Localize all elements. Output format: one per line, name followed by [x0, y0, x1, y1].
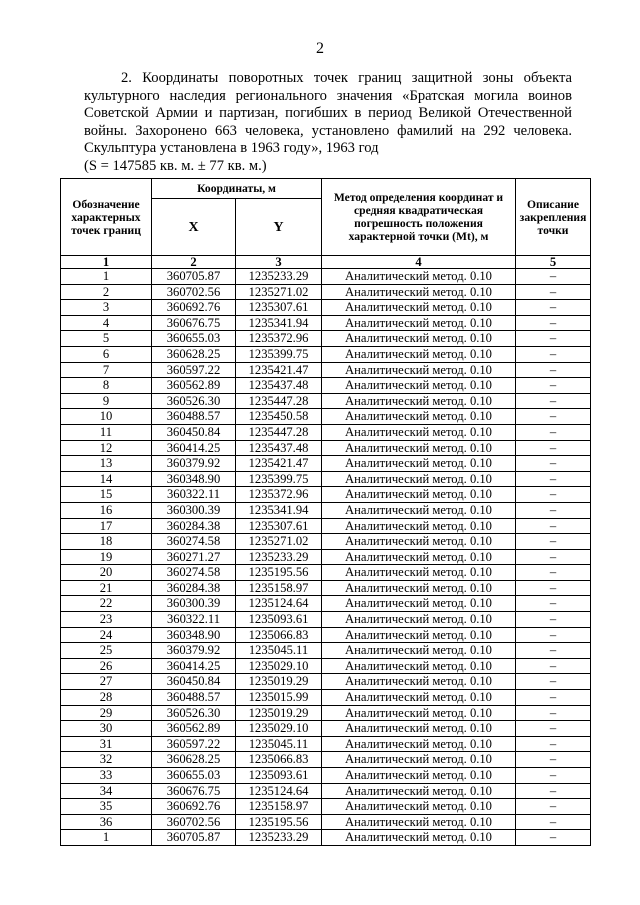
y-coordinate-cell: 1235372.96	[236, 331, 322, 347]
x-coordinate-cell: 360628.25	[152, 346, 236, 362]
table-row	[61, 284, 591, 300]
x-coordinate-cell: 360348.90	[152, 471, 236, 487]
table-row	[61, 456, 591, 472]
method-cell: Аналитический метод. 0.10	[322, 799, 516, 815]
table-row	[61, 300, 591, 316]
description-cell: –	[516, 674, 591, 690]
method-cell: Аналитический метод. 0.10	[322, 690, 516, 706]
method-cell: Аналитический метод. 0.10	[322, 315, 516, 331]
method-cell: Аналитический метод. 0.10	[322, 362, 516, 378]
description-cell: –	[516, 471, 591, 487]
y-coordinate-cell: 1235158.97	[236, 580, 322, 596]
table-row	[61, 487, 591, 503]
y-coordinate-cell: 1235233.29	[236, 269, 322, 285]
table-row	[61, 690, 591, 706]
description-cell: –	[516, 409, 591, 425]
column-number: 5	[516, 256, 591, 269]
y-coordinate-cell: 1235019.29	[236, 674, 322, 690]
description-cell: –	[516, 768, 591, 784]
y-coordinate-cell: 1235447.28	[236, 424, 322, 440]
table-row	[61, 643, 591, 659]
method-cell: Аналитический метод. 0.10	[322, 393, 516, 409]
x-coordinate-cell: 360274.58	[152, 565, 236, 581]
x-coordinate-cell: 360414.25	[152, 658, 236, 674]
point-cell: 14	[61, 471, 152, 487]
table-row	[61, 768, 591, 784]
point-cell: 32	[61, 752, 152, 768]
y-coordinate-cell: 1235399.75	[236, 346, 322, 362]
description-cell: –	[516, 487, 591, 503]
table-row	[61, 534, 591, 550]
y-coordinate-cell: 1235093.61	[236, 768, 322, 784]
x-coordinate-cell: 360414.25	[152, 440, 236, 456]
table-row	[61, 674, 591, 690]
description-cell: –	[516, 814, 591, 830]
x-coordinate-cell: 360284.38	[152, 580, 236, 596]
method-cell: Аналитический метод. 0.10	[322, 612, 516, 628]
y-coordinate-cell: 1235158.97	[236, 799, 322, 815]
point-cell: 33	[61, 768, 152, 784]
point-cell: 31	[61, 736, 152, 752]
y-coordinate-cell: 1235372.96	[236, 487, 322, 503]
x-coordinate-cell: 360705.87	[152, 269, 236, 285]
table-row	[61, 830, 591, 846]
description-cell: –	[516, 502, 591, 518]
table-row	[61, 612, 591, 628]
point-cell: 12	[61, 440, 152, 456]
point-cell: 11	[61, 424, 152, 440]
method-cell: Аналитический метод. 0.10	[322, 471, 516, 487]
y-coordinate-cell: 1235195.56	[236, 565, 322, 581]
description-cell: –	[516, 269, 591, 285]
method-cell: Аналитический метод. 0.10	[322, 378, 516, 394]
header-y: Y	[236, 199, 322, 256]
table-row	[61, 549, 591, 565]
point-cell: 34	[61, 783, 152, 799]
method-cell: Аналитический метод. 0.10	[322, 284, 516, 300]
y-coordinate-cell: 1235271.02	[236, 284, 322, 300]
y-coordinate-cell: 1235271.02	[236, 534, 322, 550]
x-coordinate-cell: 360379.92	[152, 643, 236, 659]
description-cell: –	[516, 346, 591, 362]
point-cell: 35	[61, 799, 152, 815]
method-cell: Аналитический метод. 0.10	[322, 596, 516, 612]
y-coordinate-cell: 1235399.75	[236, 471, 322, 487]
x-coordinate-cell: 360300.39	[152, 502, 236, 518]
table-row	[61, 518, 591, 534]
x-coordinate-cell: 360692.76	[152, 799, 236, 815]
description-cell: –	[516, 627, 591, 643]
point-cell: 17	[61, 518, 152, 534]
method-cell: Аналитический метод. 0.10	[322, 752, 516, 768]
description-cell: –	[516, 362, 591, 378]
description-cell: –	[516, 456, 591, 472]
point-cell: 10	[61, 409, 152, 425]
point-cell: 4	[61, 315, 152, 331]
x-coordinate-cell: 360348.90	[152, 627, 236, 643]
description-cell: –	[516, 705, 591, 721]
table-row	[61, 502, 591, 518]
method-cell: Аналитический метод. 0.10	[322, 627, 516, 643]
point-cell: 13	[61, 456, 152, 472]
table-row	[61, 346, 591, 362]
y-coordinate-cell: 1235421.47	[236, 456, 322, 472]
method-cell: Аналитический метод. 0.10	[322, 424, 516, 440]
x-coordinate-cell: 360655.03	[152, 768, 236, 784]
x-coordinate-cell: 360597.22	[152, 736, 236, 752]
point-cell: 27	[61, 674, 152, 690]
table-row	[61, 736, 591, 752]
header-method: Метод определения координат и средняя квадратическая погрешность положения характерной точки (Mt), м	[322, 179, 516, 256]
x-coordinate-cell: 360526.30	[152, 705, 236, 721]
x-coordinate-cell: 360322.11	[152, 612, 236, 628]
point-cell: 23	[61, 612, 152, 628]
method-cell: Аналитический метод. 0.10	[322, 269, 516, 285]
description-cell: –	[516, 331, 591, 347]
y-coordinate-cell: 1235019.29	[236, 705, 322, 721]
table-row	[61, 393, 591, 409]
y-coordinate-cell: 1235307.61	[236, 518, 322, 534]
description-cell: –	[516, 315, 591, 331]
point-cell: 1	[61, 269, 152, 285]
point-cell: 5	[61, 331, 152, 347]
point-cell: 3	[61, 300, 152, 316]
description-cell: –	[516, 783, 591, 799]
x-coordinate-cell: 360322.11	[152, 487, 236, 503]
y-coordinate-cell: 1235029.10	[236, 721, 322, 737]
x-coordinate-cell: 360488.57	[152, 690, 236, 706]
header-coords: Координаты, м	[152, 179, 322, 199]
point-cell: 19	[61, 549, 152, 565]
table-row	[61, 596, 591, 612]
method-cell: Аналитический метод. 0.10	[322, 440, 516, 456]
method-cell: Аналитический метод. 0.10	[322, 300, 516, 316]
method-cell: Аналитический метод. 0.10	[322, 721, 516, 737]
table-row	[61, 580, 591, 596]
table-row	[61, 471, 591, 487]
method-cell: Аналитический метод. 0.10	[322, 456, 516, 472]
y-coordinate-cell: 1235093.61	[236, 612, 322, 628]
method-cell: Аналитический метод. 0.10	[322, 658, 516, 674]
method-cell: Аналитический метод. 0.10	[322, 830, 516, 846]
method-cell: Аналитический метод. 0.10	[322, 346, 516, 362]
table-row	[61, 362, 591, 378]
point-cell: 8	[61, 378, 152, 394]
table-body	[61, 269, 591, 846]
column-number: 4	[322, 256, 516, 269]
y-coordinate-cell: 1235045.11	[236, 643, 322, 659]
method-cell: Аналитический метод. 0.10	[322, 565, 516, 581]
intro-paragraph	[84, 70, 572, 175]
method-cell: Аналитический метод. 0.10	[322, 487, 516, 503]
x-coordinate-cell: 360655.03	[152, 331, 236, 347]
x-coordinate-cell: 360597.22	[152, 362, 236, 378]
method-cell: Аналитический метод. 0.10	[322, 814, 516, 830]
y-coordinate-cell: 1235233.29	[236, 830, 322, 846]
table-row	[61, 814, 591, 830]
method-cell: Аналитический метод. 0.10	[322, 674, 516, 690]
table-row	[61, 440, 591, 456]
point-cell: 2	[61, 284, 152, 300]
header-x: X	[152, 199, 236, 256]
description-cell: –	[516, 440, 591, 456]
point-cell: 29	[61, 705, 152, 721]
y-coordinate-cell: 1235233.29	[236, 549, 322, 565]
table-row	[61, 409, 591, 425]
page-number: 2	[316, 40, 324, 57]
column-number: 1	[61, 256, 152, 269]
table-row	[61, 799, 591, 815]
description-cell: –	[516, 736, 591, 752]
table-row	[61, 752, 591, 768]
description-cell: –	[516, 690, 591, 706]
description-cell: –	[516, 830, 591, 846]
description-cell: –	[516, 284, 591, 300]
area-text: (S = 147585 кв. м. ± 77 кв. м.)	[84, 157, 267, 174]
point-cell: 6	[61, 346, 152, 362]
y-coordinate-cell: 1235341.94	[236, 315, 322, 331]
x-coordinate-cell: 360274.58	[152, 534, 236, 550]
description-cell: –	[516, 596, 591, 612]
method-cell: Аналитический метод. 0.10	[322, 736, 516, 752]
x-coordinate-cell: 360271.27	[152, 549, 236, 565]
header-point: Обозначение характерных точек границ	[61, 179, 152, 256]
intro-text: 2. Координаты поворотных точек границ защитной зоны объекта культурного наследия регионального значения «Братская могила воинов Советской Армии и партизан, погибших в период Великой Отечественной войны. Захоронено 663 человека, установлено фамилий на 292 человека. Скульптура установлена в 1963 году», 1963 год	[84, 70, 572, 156]
point-cell: 25	[61, 643, 152, 659]
x-coordinate-cell: 360300.39	[152, 596, 236, 612]
x-coordinate-cell: 360526.30	[152, 393, 236, 409]
method-cell: Аналитический метод. 0.10	[322, 768, 516, 784]
table-row	[61, 658, 591, 674]
y-coordinate-cell: 1235195.56	[236, 814, 322, 830]
y-coordinate-cell: 1235124.64	[236, 596, 322, 612]
x-coordinate-cell: 360562.89	[152, 378, 236, 394]
method-cell: Аналитический метод. 0.10	[322, 580, 516, 596]
point-cell: 22	[61, 596, 152, 612]
method-cell: Аналитический метод. 0.10	[322, 331, 516, 347]
description-cell: –	[516, 534, 591, 550]
y-coordinate-cell: 1235341.94	[236, 502, 322, 518]
x-coordinate-cell: 360488.57	[152, 409, 236, 425]
description-cell: –	[516, 721, 591, 737]
table-row	[61, 269, 591, 285]
x-coordinate-cell: 360284.38	[152, 518, 236, 534]
description-cell: –	[516, 424, 591, 440]
column-number: 2	[152, 256, 236, 269]
table-row	[61, 331, 591, 347]
description-cell: –	[516, 752, 591, 768]
method-cell: Аналитический метод. 0.10	[322, 518, 516, 534]
method-cell: Аналитический метод. 0.10	[322, 643, 516, 659]
method-cell: Аналитический метод. 0.10	[322, 549, 516, 565]
y-coordinate-cell: 1235421.47	[236, 362, 322, 378]
point-cell: 36	[61, 814, 152, 830]
x-coordinate-cell: 360705.87	[152, 830, 236, 846]
x-coordinate-cell: 360676.75	[152, 315, 236, 331]
method-cell: Аналитический метод. 0.10	[322, 502, 516, 518]
y-coordinate-cell: 1235437.48	[236, 378, 322, 394]
point-cell: 24	[61, 627, 152, 643]
description-cell: –	[516, 612, 591, 628]
description-cell: –	[516, 393, 591, 409]
table-row	[61, 627, 591, 643]
table-header	[61, 179, 591, 269]
point-cell: 9	[61, 393, 152, 409]
point-cell: 26	[61, 658, 152, 674]
point-cell: 20	[61, 565, 152, 581]
x-coordinate-cell: 360702.56	[152, 814, 236, 830]
point-cell: 15	[61, 487, 152, 503]
description-cell: –	[516, 300, 591, 316]
x-coordinate-cell: 360628.25	[152, 752, 236, 768]
x-coordinate-cell: 360676.75	[152, 783, 236, 799]
header-description: Описание закрепления точки	[516, 179, 591, 256]
y-coordinate-cell: 1235437.48	[236, 440, 322, 456]
x-coordinate-cell: 360450.84	[152, 424, 236, 440]
table-row	[61, 378, 591, 394]
column-number: 3	[236, 256, 322, 269]
y-coordinate-cell: 1235015.99	[236, 690, 322, 706]
x-coordinate-cell: 360692.76	[152, 300, 236, 316]
description-cell: –	[516, 643, 591, 659]
method-cell: Аналитический метод. 0.10	[322, 783, 516, 799]
description-cell: –	[516, 658, 591, 674]
table-row	[61, 315, 591, 331]
point-cell: 30	[61, 721, 152, 737]
point-cell: 28	[61, 690, 152, 706]
point-cell: 1	[61, 830, 152, 846]
y-coordinate-cell: 1235307.61	[236, 300, 322, 316]
coordinates-table	[60, 178, 591, 846]
table-row	[61, 565, 591, 581]
x-coordinate-cell: 360562.89	[152, 721, 236, 737]
y-coordinate-cell: 1235447.28	[236, 393, 322, 409]
table-row	[61, 424, 591, 440]
x-coordinate-cell: 360702.56	[152, 284, 236, 300]
y-coordinate-cell: 1235045.11	[236, 736, 322, 752]
description-cell: –	[516, 565, 591, 581]
y-coordinate-cell: 1235066.83	[236, 627, 322, 643]
y-coordinate-cell: 1235450.58	[236, 409, 322, 425]
description-cell: –	[516, 549, 591, 565]
point-cell: 18	[61, 534, 152, 550]
y-coordinate-cell: 1235029.10	[236, 658, 322, 674]
x-coordinate-cell: 360379.92	[152, 456, 236, 472]
point-cell: 7	[61, 362, 152, 378]
description-cell: –	[516, 580, 591, 596]
method-cell: Аналитический метод. 0.10	[322, 534, 516, 550]
method-cell: Аналитический метод. 0.10	[322, 705, 516, 721]
x-coordinate-cell: 360450.84	[152, 674, 236, 690]
point-cell: 16	[61, 502, 152, 518]
table-row	[61, 705, 591, 721]
point-cell: 21	[61, 580, 152, 596]
table-row	[61, 783, 591, 799]
table-row	[61, 721, 591, 737]
description-cell: –	[516, 518, 591, 534]
y-coordinate-cell: 1235124.64	[236, 783, 322, 799]
description-cell: –	[516, 378, 591, 394]
description-cell: –	[516, 799, 591, 815]
method-cell: Аналитический метод. 0.10	[322, 409, 516, 425]
y-coordinate-cell: 1235066.83	[236, 752, 322, 768]
